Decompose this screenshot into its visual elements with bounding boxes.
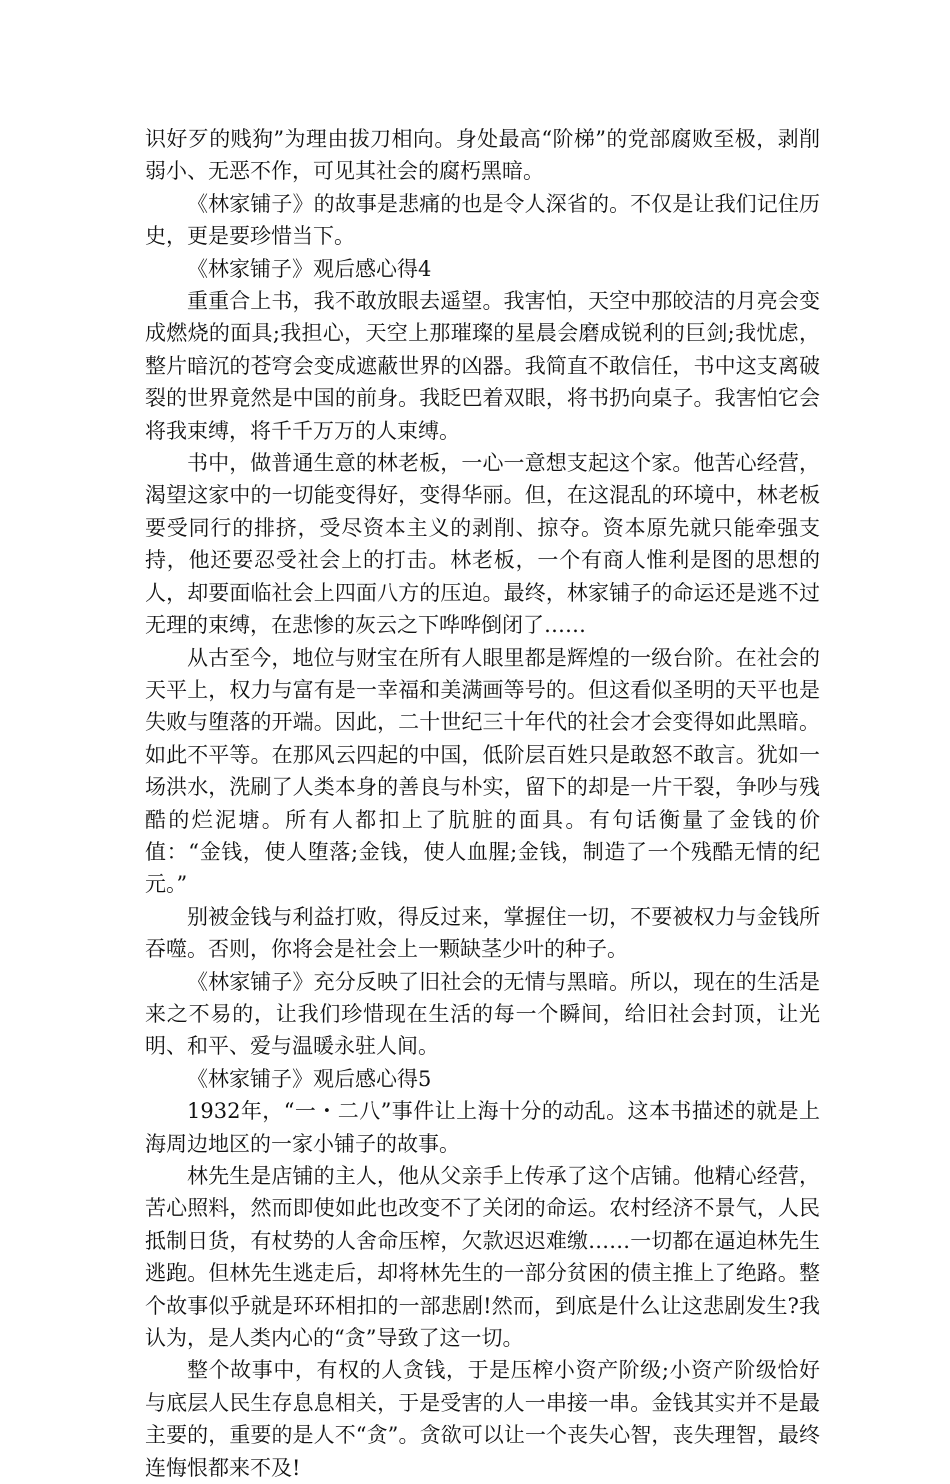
paragraph: 《林家铺子》的故事是悲痛的也是令人深省的。不仅是让我们记住历史，更是要珍惜当下。: [145, 191, 820, 249]
document-body: [145, 123, 820, 1484]
section-heading: 《林家铺子》观后感心得5: [187, 1066, 432, 1091]
paragraph: 整个故事中，有权的人贪钱，于是压榨小资产阶级;小资产阶级恰好与底层人民生存息息相关，于是受害的人一串接一串。金钱其实并不是最主要的，重要的是人不“贪”。贪欲可以让一个丧失心智，丧失理智，最终连悔恨都来不及!: [145, 1358, 820, 1480]
paragraph: 别被金钱与利益打败，得反过来，掌握住一切，不要被权力与金钱所吞噬。否则，你将会是社会上一颗缺茎少叶的种子。: [145, 904, 820, 962]
paragraph: 1932年，“一・二八”事件让上海十分的动乱。这本书描述的就是上海周边地区的一家小铺子的故事。: [145, 1099, 820, 1156]
paragraph: 书中，做普通生意的林老板，一心一意想支起这个家。他苦心经营，渴望这家中的一切能变得好，变得华丽。但，在这混乱的环境中，林老板要受同行的排挤，受尽资本主义的剥削、掠夺。资本原先就只能牵强支持，他还要忍受社会上的打击。林老板，一个有商人惟利是图的思想的人，却要面临社会上四面八方的压迫。最终，林家铺子的命运还是逃不过无理的束缚，在悲惨的灰云之下哗哗倒闭了……: [145, 451, 820, 638]
paragraph: 从古至今，地位与财宝在所有人眼里都是辉煌的一级台阶。在社会的天平上，权力与富有是一幸福和美满画等号的。但这看似圣明的天平也是失败与堕落的开端。因此，二十世纪三十年代的社会才会变得如此黑暗。如此不平等。在那风云四起的中国，低阶层百姓只是敢怒不敢言。犹如一场洪水，洗刷了人类本身的善良与朴实，留下的却是一片干裂，争吵与残酷的烂泥塘。所有人都扣上了肮脏的面具。有句话衡量了金钱的价值：“金钱，使人堕落;金钱，使人血腥;金钱，制造了一个残酷无情的纪元。”: [145, 645, 820, 897]
paragraph: 《林家铺子》充分反映了旧社会的无情与黑暗。所以，现在的生活是来之不易的，让我们珍惜现在生活的每一个瞬间，给旧社会封顶，让光明、和平、爱与温暖永驻人间。: [145, 969, 820, 1059]
paragraph: 林先生是店铺的主人，他从父亲手上传承了这个店铺。他精心经营，苦心照料，然而即使如此也改变不了关闭的命运。农村经济不景气，人民抵制日货，有杖势的人舍命压榨，欠款迟迟难缴……一切都在逼迫林先生逃跑。但林先生逃走后，却将林先生的一部分贫困的债主推上了绝路。整个故事似乎就是环环相扣的一部悲剧!然而，到底是什么让这悲剧发生?我认为，是人类内心的“贪”导致了这一切。: [145, 1164, 820, 1351]
section-heading: 《林家铺子》观后感心得4: [187, 256, 432, 281]
paragraph: 重重合上书，我不敢放眼去遥望。我害怕，天空中那皎洁的月亮会变成燃烧的面具;我担心，天空上那璀璨的星晨会磨成锐利的巨剑;我忧虑，整片暗沉的苍穹会变成遮蔽世界的凶器。我简直不敢信任，书中这支离破裂的世界竟然是中国的前身。我眨巴着双眼，将书扔向桌子。我害怕它会将我束缚，将千千万万的人束缚。: [145, 289, 820, 443]
paragraph: 识好歹的贱狗”为理由拔刀相向。身处最高“阶梯”的党部腐败至极，剥削弱小、无恶不作，可见其社会的腐朽黑暗。: [145, 127, 820, 184]
